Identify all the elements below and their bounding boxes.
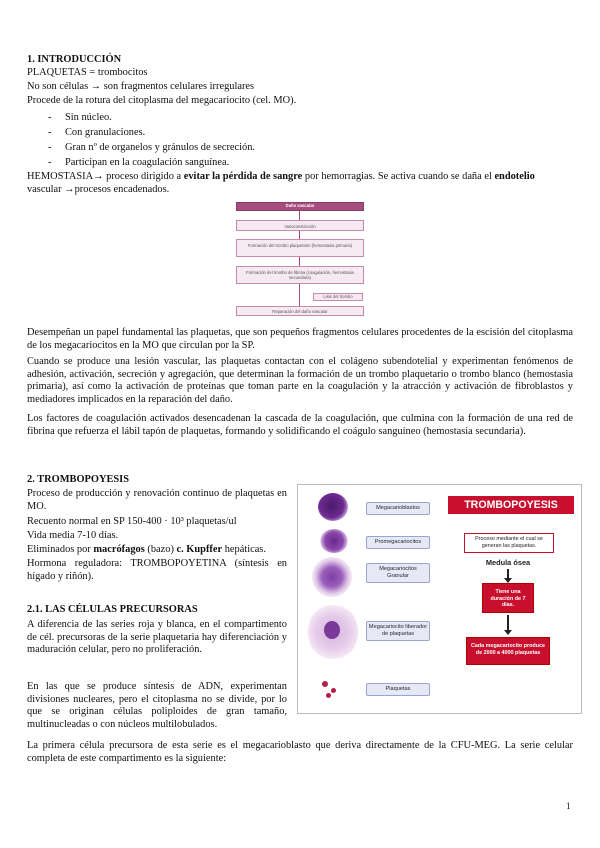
text-hormona-reguladora: Hormona reguladora: TROMBOPOYETINA (síntesis en hígado y riñón). xyxy=(27,558,287,582)
label-megacarioblastos: Megacarioblastos xyxy=(366,502,430,515)
text-line-plaquetas: PLAQUETAS = trombocitos xyxy=(27,67,148,78)
list-item: - Participan en la coagulación sanguínea. xyxy=(48,155,255,170)
label-plaquetas: Plaquetas xyxy=(366,683,430,696)
text-medula-osea: Medula ósea xyxy=(485,558,531,567)
text-eliminados xyxy=(27,544,266,557)
label-promegacariocitos: Promegacariocitos xyxy=(366,536,430,549)
paragraph-plaquetas-papel: Desempeñan un papel fundamental las plaquetas, que son pequeños fragmentos celulares procedentes de la escisión del citoplasma de los megacariocitos en la MO que circulan por la SP. xyxy=(27,327,573,351)
flow-box-vasoconstriccion: Vasoconstricción xyxy=(236,220,364,231)
box-duracion: Tiene una duración de 7 días. xyxy=(482,583,534,613)
label-megacariocitos-granular: Megacariocitos Granular xyxy=(366,563,430,583)
arrow-down-icon xyxy=(507,569,509,579)
list-item: - Con granulaciones. xyxy=(48,125,255,140)
flow-arrow xyxy=(299,284,300,306)
hemostasia-definition xyxy=(27,171,535,184)
flow-box-trombo-fibrina: Formación del trombo de fibrina (coagulación, hemostasia secundaria) xyxy=(236,266,364,284)
list-item: - Sin núcleo. xyxy=(48,110,255,125)
trombopoyesis-figure xyxy=(297,484,582,714)
section-heading-trombopoyesis: 2. TROMBOPOYESIS xyxy=(27,474,130,485)
section-heading-celulas-precursoras: 2.1. LAS CÉLULAS PRECURSORAS xyxy=(27,604,198,615)
paragraph-diferencia-series: A diferencia de las series roja y blanca, en el compartimento de cél. precursoras de la serie plaquetaria hay diferenciación y maduración celular, pero no proliferación. xyxy=(27,619,287,655)
hemostasia-arrow-text: → proceso dirigido a xyxy=(93,171,184,182)
page-number: 1 xyxy=(566,801,571,811)
platelet-icon xyxy=(322,681,328,687)
label-megacariocito-liberador: Megacariocito liberador de plaquetas xyxy=(366,621,430,641)
paragraph-sintesis-adn: En las que se produce síntesis de ADN, experimentan divisiones nucleares, pero el citoplasma no se divide, por lo que se originan células poliploides de gran tamaño, multinucleadas o con núcleos multilobulados. xyxy=(27,681,287,730)
hemostasia-term: HEMOSTASIA xyxy=(27,171,94,182)
text-line-procede: Procede de la rotura del citoplasma del megacariocito (cel. MO). xyxy=(27,95,297,106)
promegacariocito-cell-icon xyxy=(320,529,348,553)
nucleus-icon xyxy=(324,621,340,639)
bold-macrofagos: macrófagos xyxy=(93,544,145,555)
elim-post: hepáticas. xyxy=(222,544,266,555)
bold-kupffer: c. Kupffer xyxy=(176,544,223,555)
flow-arrow xyxy=(299,231,300,239)
text-recuento-normal: Recuento normal en SP 150-400 · 10³ plaquetas/ul xyxy=(27,516,237,527)
paragraph-lesion-vascular: Cuando se produce una lesión vascular, las plaquetas contactan con el colágeno subendotelial y experimentan fenómenos de adhesión, activación, secreción y agregación, que determinan la formación de un trombo plaquetario o trombo blanco (hemostasia primaria), así como la activación de proteínas que toman parte en la coagulación y la atracción y activación de fibroblastos y mediadores implicados en la reparación del daño. xyxy=(27,356,573,405)
hemostasia-flow-diagram xyxy=(233,196,367,320)
flow-arrow xyxy=(299,211,300,220)
bold-evitar-perdida: evitar la pérdida de sangre xyxy=(183,171,303,182)
text-proceso-produccion: Proceso de producción y renovación continuo de plaquetas en MO. xyxy=(27,488,287,512)
platelet-icon xyxy=(326,693,331,698)
flow-box-lisis-trombo: Lisis del trombo xyxy=(313,293,363,301)
box-cada-megacariocito: Cada megacariocito produce de 2000 a 4000 plaquetas xyxy=(466,637,550,665)
flow-box-reparacion: Reparación del daño vascular xyxy=(236,306,364,316)
hemostasia-line2: vascular →procesos encadenados. xyxy=(27,184,170,195)
platelet-icon xyxy=(331,688,336,693)
megacariocito-granular-cell-icon xyxy=(312,557,352,597)
arrow-down-icon xyxy=(507,615,509,631)
characteristics-list xyxy=(48,110,255,170)
paragraph-primera-celula: La primera célula precursora de esta serie es el megacarioblasto que deriva directamente de la CFU-MEG. La serie celular completa de este compartimento es la siguiente: xyxy=(27,740,573,764)
flow-arrow xyxy=(299,257,300,266)
text-vida-media: Vida media 7-10 días. xyxy=(27,530,119,541)
figure-title: TROMBOPOYESIS xyxy=(448,496,574,514)
list-item: - Gran nº de organelos y gránulos de secreción. xyxy=(48,140,255,155)
elim-mid: (bazo) xyxy=(144,544,177,555)
section-heading-introduccion: 1. INTRODUCCIÓN xyxy=(27,54,122,65)
paragraph-factores-coagulacion: Los factores de coagulación activados desencadenan la cascada de la coagulación, que culmina con la formación de una red de fibrina que refuerza el lábil tapón de plaquetas, formando y solidificando el coágulo sanguíneo (hemostasia secundaria). xyxy=(27,413,573,437)
flow-box-dano-vascular: Daño vascular xyxy=(236,202,364,211)
text-line-no-son-celulas: No son células → son fragmentos celulares irregulares xyxy=(27,81,255,92)
flow-box-trombo-plaquetario: Formación del trombo plaquetario (hemostasia primaria) xyxy=(236,239,364,257)
elim-pre: Eliminados por xyxy=(27,544,94,555)
bold-endotelio: endotelio xyxy=(494,171,535,182)
hemostasia-mid: por hemorragias. Se activa cuando se daña el xyxy=(302,171,495,182)
box-proceso-generacion: Proceso mediante el cual se generan las plaquetas. xyxy=(464,533,554,553)
megacarioblast-cell-icon xyxy=(318,493,348,521)
